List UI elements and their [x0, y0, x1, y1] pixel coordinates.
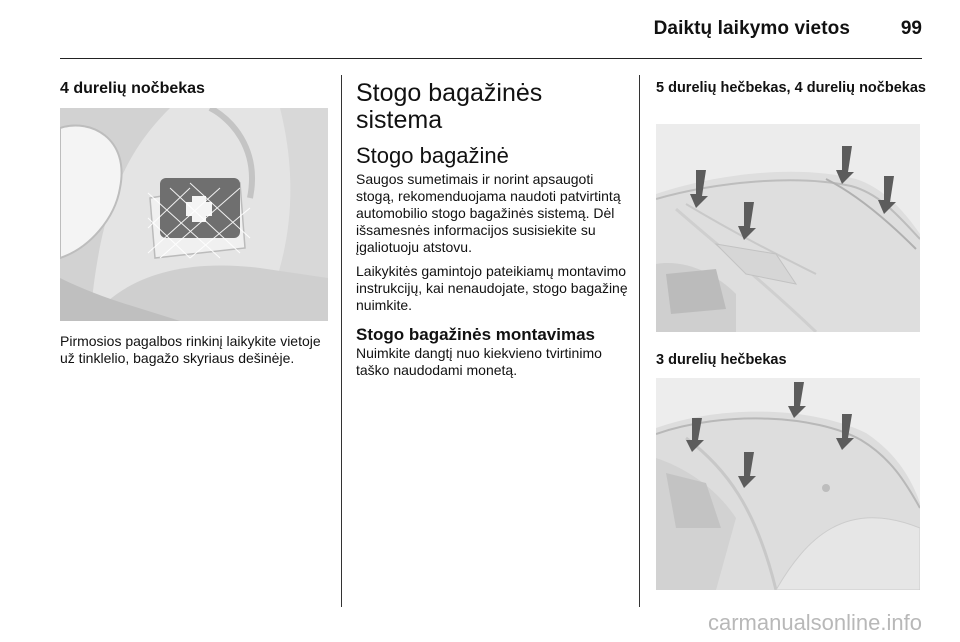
roof-5door-figure	[656, 124, 920, 332]
running-header-title: Daiktų laikymo vietos	[653, 18, 850, 39]
col1-heading: 4 durelių nočbekas	[60, 80, 205, 97]
col3-heading-2-wrap	[656, 351, 926, 369]
subsection-title: Stogo bagažinė	[356, 143, 509, 168]
mount-paragraph: Nuimkite dangtį nuo kiekvieno tvirtinimo taško naudodami monetą.	[356, 345, 602, 378]
roof-3door-illustration	[656, 378, 920, 590]
first-aid-kit-figure	[60, 108, 328, 321]
col2-paragraph-2: Laikykitės gamintojo pateikiamų montavimo instrukcijų, kai nenaudojate, stogo bagažinę nuimkite.	[356, 263, 628, 313]
section-title: Stogo bagažinės sistema	[356, 79, 543, 134]
column-divider-1	[341, 75, 342, 607]
col3-heading-2: 3 durelių hečbekas	[656, 352, 787, 368]
page-number: 99	[900, 18, 922, 39]
roof-5door-illustration	[656, 124, 920, 332]
col2-content	[356, 80, 631, 379]
col1-heading-wrap	[60, 80, 330, 98]
col3-heading-1: 5 durelių hečbekas, 4 durelių nočbekas	[656, 80, 926, 96]
column-divider-2	[639, 75, 640, 607]
watermark: carmanualsonline.info	[707, 610, 922, 635]
col3-heading-1-wrap	[656, 80, 926, 97]
col1-paragraph: Pirmosios pagalbos rinkinį laikykite vietoje už tinklelio, bagažo skyriaus dešinėje.	[60, 333, 321, 366]
first-aid-kit-illustration	[60, 108, 328, 321]
col1-paragraph-wrap	[60, 333, 330, 367]
mount-heading: Stogo bagažinės montavimas	[356, 325, 595, 344]
roof-3door-figure	[656, 378, 920, 590]
col2-paragraph-1: Saugos sumetimais ir norint apsaugoti stogą, rekomenduojama naudoti patvirtintą automobilio stogo bagažinės sistemą. Dėl išsamesnės informacijos susisiekite su įgaliotuoju atstovu.	[356, 171, 621, 255]
header-rule	[60, 58, 922, 59]
